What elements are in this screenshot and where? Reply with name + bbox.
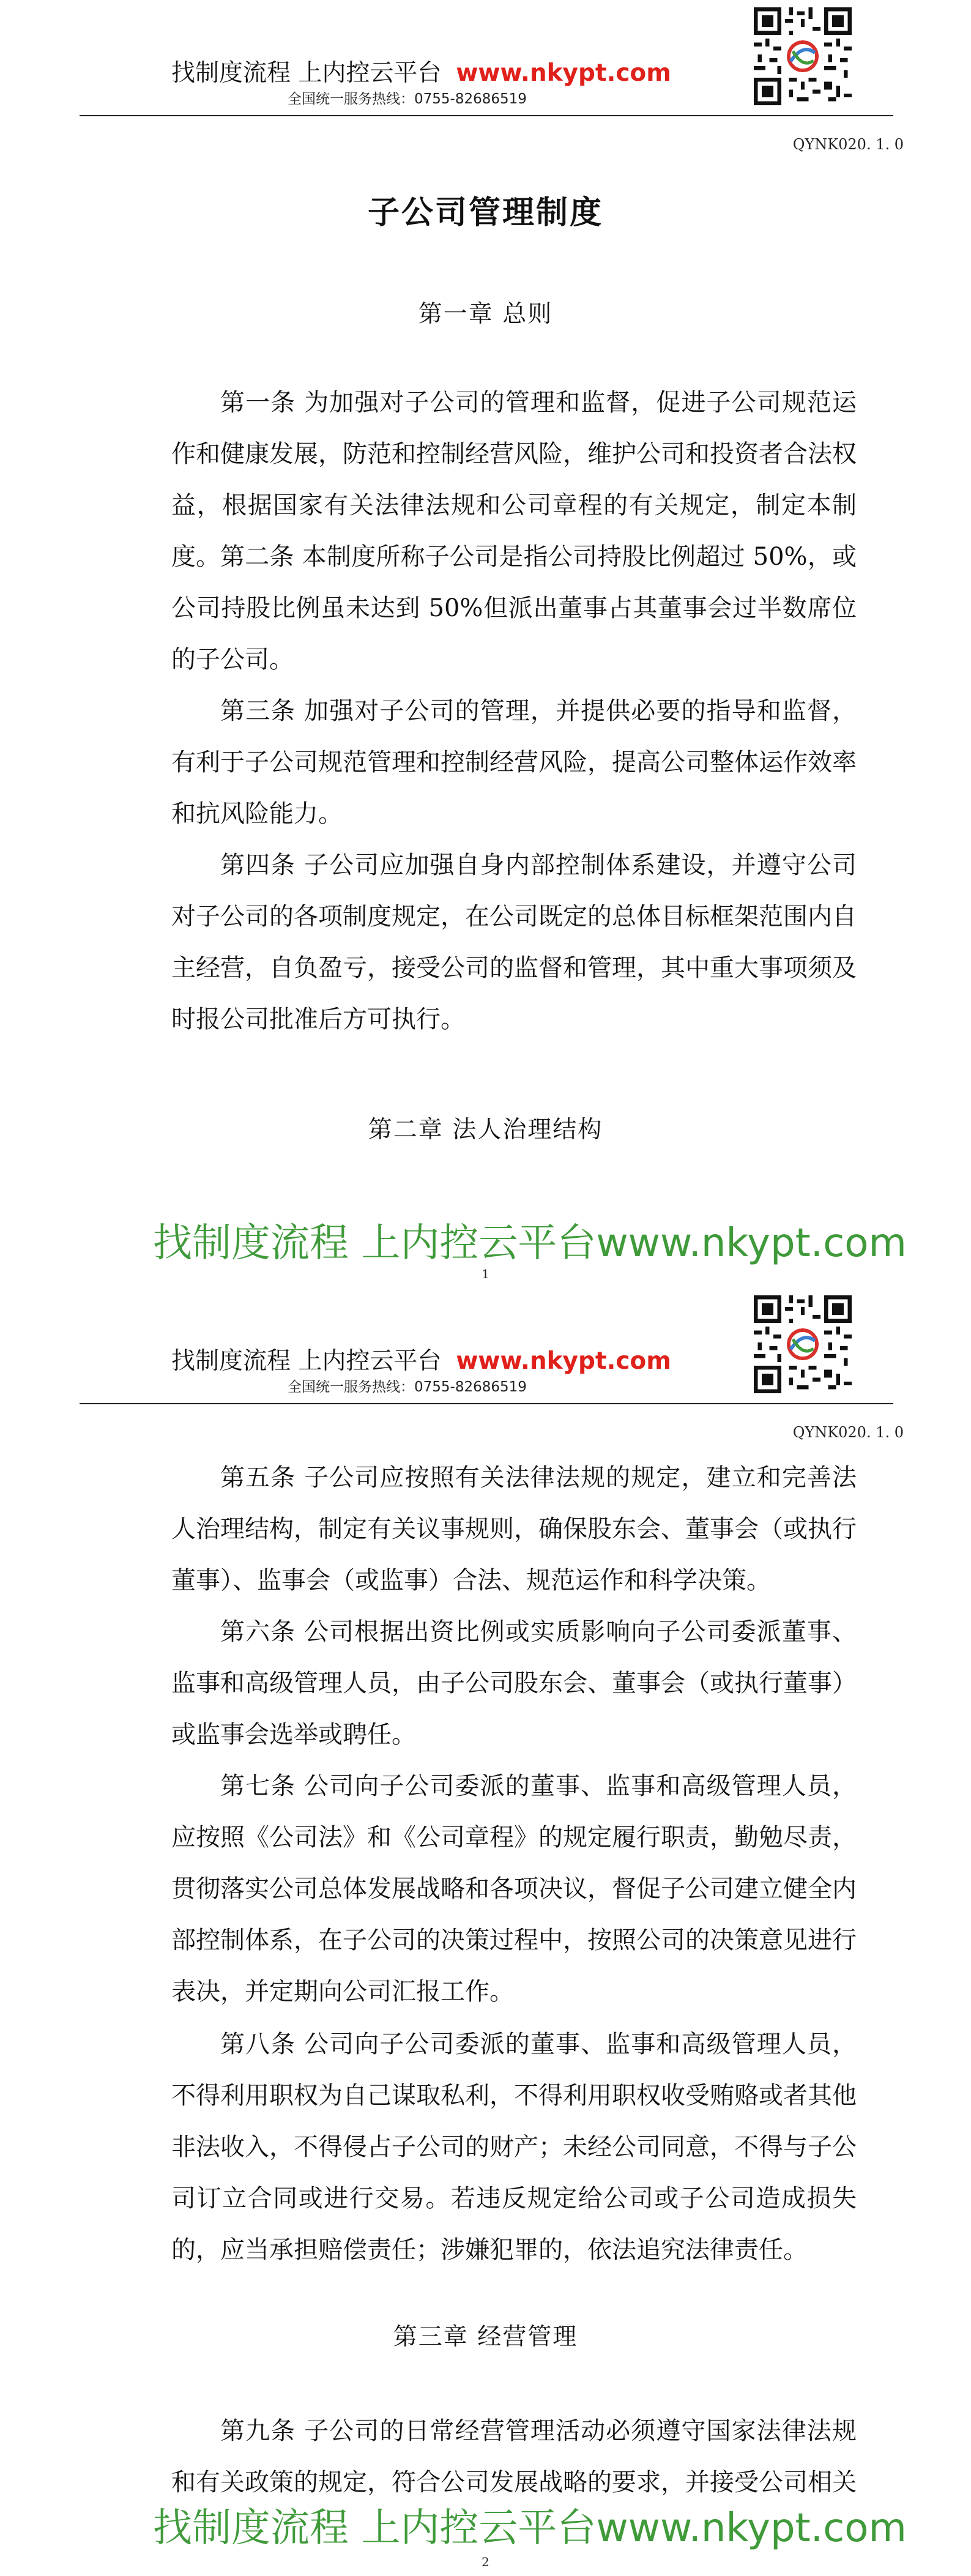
document-code: QYNK020. 1. 0 xyxy=(792,136,904,153)
article-5: 第五条 子公司应按照有关法律法规的规定，建立和完善法人治理结构，制定有关议事规则，确保股东会、董事会（或执行董事）、监事会（或监事）合法、规范运作和科学决策。 xyxy=(171,1464,857,1595)
header-title xyxy=(171,54,671,88)
chapter-heading-2: 第二章 法人治理结构 xyxy=(368,1116,603,1144)
article-3: 第三条 加强对子公司的管理，并提供必要的指导和监督，有利于子公司规范管理和控制经营风险，提高公司整体运作效率和抗风险能力。 xyxy=(171,697,857,828)
header-url-link[interactable]: www.nkypt.com xyxy=(456,59,671,87)
article-6: 第六条 公司根据出资比例或实质影响向子公司委派董事、监事和高级管理人员，由子公司股东会、董事会（或执行董事）或监事会选举或聘任。 xyxy=(171,1618,857,1749)
article-8: 第八条 公司向子公司委派的董事、监事和高级管理人员，不得利用职权为自己谋取私利，不得利用职权收受贿赂或者其他非法收入，不得侵占子公司的财产；未经公司同意，不得与子公司订立合同或进行交易。若违反规定给公司或子公司造成损失的，应当承担赔偿责任；涉嫌犯罪的，依法追究法律责任。 xyxy=(171,2030,857,2264)
article-9: 第九条 子公司的日常经营管理活动必须遵守国家法律法规和有关政策的规定，符合公司发展战略的要求，并接受公司相关 xyxy=(171,2417,857,2496)
chapter-heading-1: 第一章 总则 xyxy=(418,300,553,328)
header-divider xyxy=(80,1403,893,1404)
footer-watermark: 找制度流程 上内控云平台www.nkypt.com xyxy=(153,2506,907,2551)
document-title: 子公司管理制度 xyxy=(367,194,603,231)
header-hotline: 全国统一服务热线：0755-82686519 xyxy=(288,91,527,107)
header-divider xyxy=(80,115,893,116)
document-code: QYNK020. 1. 0 xyxy=(792,1424,904,1441)
document-page-2 xyxy=(0,1288,971,2576)
header-hotline: 全国统一服务热线：0755-82686519 xyxy=(288,1379,527,1395)
qr-code-icon xyxy=(754,1295,852,1393)
header-title xyxy=(171,1342,671,1376)
header-title-text: 找制度流程 上内控云平台 xyxy=(171,1347,442,1375)
footer-watermark: 找制度流程 上内控云平台www.nkypt.com xyxy=(153,1221,907,1266)
article-7: 第七条 公司向子公司委派的董事、监事和高级管理人员，应按照《公司法》和《公司章程》的规定履行职责，勤勉尽责，贯彻落实公司总体发展战略和各项决议，督促子公司建立健全内部控制体系，在子公司的决策过程中，按照公司的决策意见进行表决，并定期向公司汇报工作。 xyxy=(171,1772,857,2006)
chapter-heading-3: 第三章 经营管理 xyxy=(393,2323,578,2351)
article-2: 第二条 本制度所称子公司是指公司持股比例超过 50%，或公司持股比例虽未达到 50%但派出董事占其董事会过半数席位的子公司。 xyxy=(171,543,857,674)
header-title-text: 找制度流程 上内控云平台 xyxy=(171,59,442,87)
page-number: 2 xyxy=(482,2555,489,2569)
page-number: 1 xyxy=(482,1267,489,1281)
article-1: 第一条 为加强对子公司的管理和监督，促进子公司规范运作和健康发展，防范和控制经营风险，维护公司和投资者合法权益，根据国家有关法律法规和公司章程的有关规定，制定本制度。 xyxy=(171,389,857,571)
qr-code-icon xyxy=(754,7,852,105)
header-url-link[interactable]: www.nkypt.com xyxy=(456,1347,671,1375)
article-4: 第四条 子公司应加强自身内部控制体系建设，并遵守公司对子公司的各项制度规定，在公司既定的总体目标框架范围内自主经营，自负盈亏，接受公司的监督和管理，其中重大事项须及时报公司批准后方可执行。 xyxy=(171,851,857,1033)
